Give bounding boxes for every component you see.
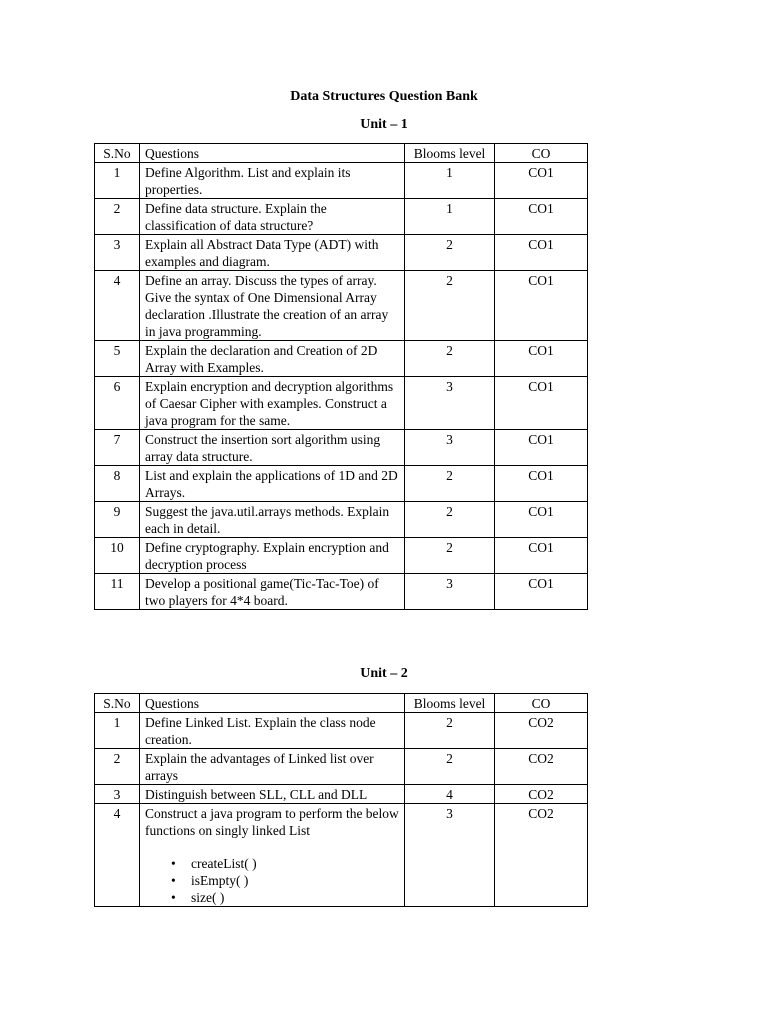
row-co: CO1 [495,538,588,574]
row-sno: 1 [95,163,140,199]
function-list [145,855,399,906]
row-sno: 2 [95,199,140,235]
row-sno: 3 [95,785,140,804]
row-question [140,199,405,235]
row-co: CO2 [495,749,588,785]
table-row [95,538,588,574]
question-text: Construct the insertion sort algorithm using array data structure. [145,432,381,464]
table-row [95,430,588,466]
row-sno: 10 [95,538,140,574]
question-text: List and explain the applications of 1D and 2D Arrays. [145,468,398,500]
row-co: CO1 [495,502,588,538]
row-sno: 2 [95,749,140,785]
header-blooms: Blooms level [405,694,495,713]
header-questions: Questions [140,144,405,163]
question-text: Suggest the java.util.arrays methods. Explain each in detail. [145,504,390,536]
row-sno: 6 [95,377,140,430]
header-sno: S.No [95,144,140,163]
row-blooms-level: 3 [405,804,495,907]
row-co: CO2 [495,804,588,907]
question-text: Explain the declaration and Creation of 2D Array with Examples. [145,343,378,375]
row-blooms-level: 2 [405,466,495,502]
row-question [140,377,405,430]
header-blooms: Blooms level [405,144,495,163]
question-text: Define Linked List. Explain the class node creation. [145,715,376,747]
row-sno: 1 [95,713,140,749]
question-text: Define cryptography. Explain encryption and decryption process [145,540,389,572]
function-list-item: • size( ) [191,889,399,906]
header-co: CO [495,144,588,163]
row-question [140,341,405,377]
row-co: CO1 [495,466,588,502]
function-list-item: • createList( ) [191,855,399,872]
row-blooms-level: 2 [405,538,495,574]
row-sno: 4 [95,804,140,907]
row-question [140,713,405,749]
row-question [140,235,405,271]
table-row [95,199,588,235]
row-blooms-level: 3 [405,430,495,466]
row-sno: 7 [95,430,140,466]
row-blooms-level: 2 [405,235,495,271]
row-co: CO1 [495,430,588,466]
table-header-row [95,694,588,713]
row-blooms-level: 1 [405,199,495,235]
row-question [140,271,405,341]
table-row [95,235,588,271]
question-text: Explain encryption and decryption algorithms of Caesar Cipher with examples. Construct a java program for the same. [145,379,394,428]
row-question [140,430,405,466]
row-co: CO1 [495,271,588,341]
row-question [140,502,405,538]
row-sno: 11 [95,574,140,610]
doc-title: Data Structures Question Bank [290,89,478,104]
table-header-row [95,144,588,163]
row-blooms-level: 2 [405,341,495,377]
row-blooms-level: 3 [405,574,495,610]
row-question [140,574,405,610]
row-blooms-level: 2 [405,713,495,749]
header-questions: Questions [140,694,405,713]
question-text: Develop a positional game(Tic-Tac-Toe) of two players for 4*4 board. [145,576,379,608]
table-row [95,271,588,341]
row-co: CO1 [495,235,588,271]
table-row [95,804,588,907]
function-list-item: • isEmpty( ) [191,872,399,889]
question-text: Define Algorithm. List and explain its properties. [145,165,351,197]
row-co: CO2 [495,713,588,749]
question-text: Define an array. Discuss the types of array. Give the syntax of One Dimensional Array declaration .Illustrate the creation of an array in java programming. [145,273,389,339]
row-blooms-level: 2 [405,749,495,785]
row-co: CO1 [495,199,588,235]
row-sno: 9 [95,502,140,538]
table-row [95,574,588,610]
unit1-table [94,143,588,610]
question-text: Explain the advantages of Linked list over arrays [145,751,374,783]
unit2-table [94,693,588,907]
row-question [140,466,405,502]
table-row [95,785,588,804]
row-question [140,804,405,907]
row-blooms-level: 3 [405,377,495,430]
header-co: CO [495,694,588,713]
unit2-heading: Unit – 2 [360,666,408,681]
question-text: Distinguish between SLL, CLL and DLL [145,787,368,802]
row-question [140,785,405,804]
row-question [140,163,405,199]
question-text: Explain all Abstract Data Type (ADT) with examples and diagram. [145,237,379,269]
row-sno: 8 [95,466,140,502]
question-text: Define data structure. Explain the classification of data structure? [145,201,327,233]
row-blooms-level: 2 [405,271,495,341]
row-co: CO2 [495,785,588,804]
row-sno: 5 [95,341,140,377]
table-row [95,163,588,199]
question-text: Construct a java program to perform the below functions on singly linked List [145,806,399,838]
row-co: CO1 [495,341,588,377]
row-blooms-level: 4 [405,785,495,804]
row-co: CO1 [495,163,588,199]
row-question [140,749,405,785]
unit1-heading: Unit – 1 [360,117,408,132]
row-sno: 4 [95,271,140,341]
row-blooms-level: 1 [405,163,495,199]
header-sno: S.No [95,694,140,713]
row-sno: 3 [95,235,140,271]
row-question [140,538,405,574]
table-row [95,377,588,430]
table-row [95,341,588,377]
table-row [95,502,588,538]
row-blooms-level: 2 [405,502,495,538]
table-row [95,713,588,749]
table-row [95,466,588,502]
table-row [95,749,588,785]
row-co: CO1 [495,377,588,430]
row-co: CO1 [495,574,588,610]
